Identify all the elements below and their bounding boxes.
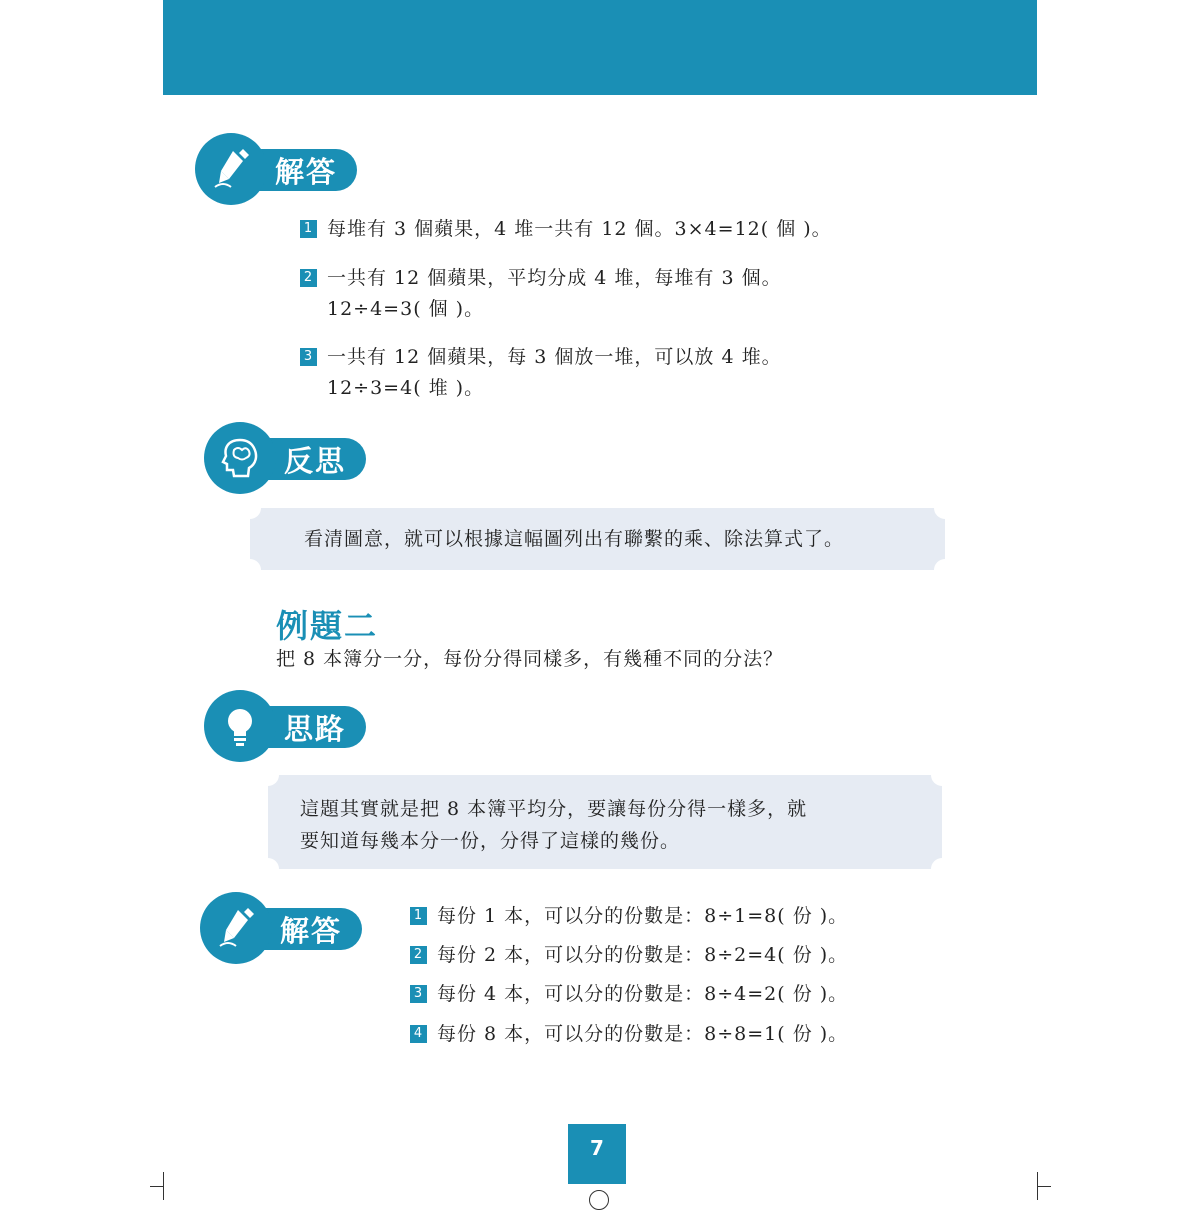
answer-line: 12÷4=3( 個 )。 <box>327 298 485 320</box>
example-title: 例題二 <box>276 607 379 645</box>
crop-mark <box>1037 1186 1051 1187</box>
answer-line: 一共有 12 個蘋果，平均分成 4 堆，每堆有 3 個。 <box>327 267 782 289</box>
example-question: 把 8 本簿分一分，每份分得同樣多，有幾種不同的分法？ <box>276 648 784 670</box>
answer-line: 每份 8 本，可以分的份數是：8÷8=1( 份 )。 <box>437 1023 849 1045</box>
answer-item-3 <box>410 979 848 1010</box>
answer-line: 每份 4 本，可以分的份數是：8÷4=2( 份 )。 <box>437 983 849 1005</box>
answer-item-1 <box>300 214 832 245</box>
thinking-line: 要知道每幾本分一份，分得了這樣的幾份。 <box>300 830 681 852</box>
answer-item-2 <box>410 940 848 971</box>
thinking-line: 這題其實就是把 8 本簿平均分，要讓每份分得一樣多，就 <box>300 798 808 820</box>
brain-head-icon <box>218 434 262 482</box>
registration-mark <box>589 1190 609 1210</box>
thinking-badge <box>204 690 369 764</box>
lightbulb-icon <box>218 702 262 750</box>
reflection-badge-label: 反思 <box>284 444 347 478</box>
reflection-text: 看清圖意，就可以根據這幅圖列出有聯繫的乘、除法算式了。 <box>304 528 845 550</box>
reflection-badge <box>204 422 369 496</box>
pen-icon <box>214 904 258 952</box>
item-number: 2 <box>410 946 427 964</box>
answer-item-1 <box>410 901 848 932</box>
answer-line: 每份 2 本，可以分的份數是：8÷2=4( 份 )。 <box>437 944 849 966</box>
answer-line: 每堆有 3 個蘋果，4 堆一共有 12 個。3×4=12( 個 )。 <box>327 218 832 240</box>
answer-badge-label: 解答 <box>275 155 338 189</box>
item-number: 3 <box>410 985 427 1003</box>
item-number: 3 <box>300 348 317 366</box>
item-number: 4 <box>410 1025 427 1043</box>
answer-line: 一共有 12 個蘋果，每 3 個放一堆，可以放 4 堆。 <box>327 346 782 368</box>
item-number: 2 <box>300 269 317 287</box>
answer-line: 每份 1 本，可以分的份數是：8÷1=8( 份 )。 <box>437 905 849 927</box>
page-number: 7 <box>568 1124 626 1184</box>
answer-item-4 <box>410 1019 848 1050</box>
item-number: 1 <box>300 220 317 238</box>
answer-badge <box>195 133 360 207</box>
thinking-badge-label: 思路 <box>284 712 347 746</box>
item-number: 1 <box>410 907 427 925</box>
answer-badge <box>200 892 365 966</box>
thinking-note <box>268 775 942 869</box>
answer-badge-label: 解答 <box>280 914 343 948</box>
answer-item-2 <box>300 263 782 325</box>
crop-mark <box>150 1186 164 1187</box>
header-band <box>163 0 1037 95</box>
reflection-note <box>250 508 945 570</box>
pen-icon <box>209 145 253 193</box>
answer-item-3 <box>300 342 782 404</box>
answer-line: 12÷3=4( 堆 )。 <box>327 377 485 399</box>
